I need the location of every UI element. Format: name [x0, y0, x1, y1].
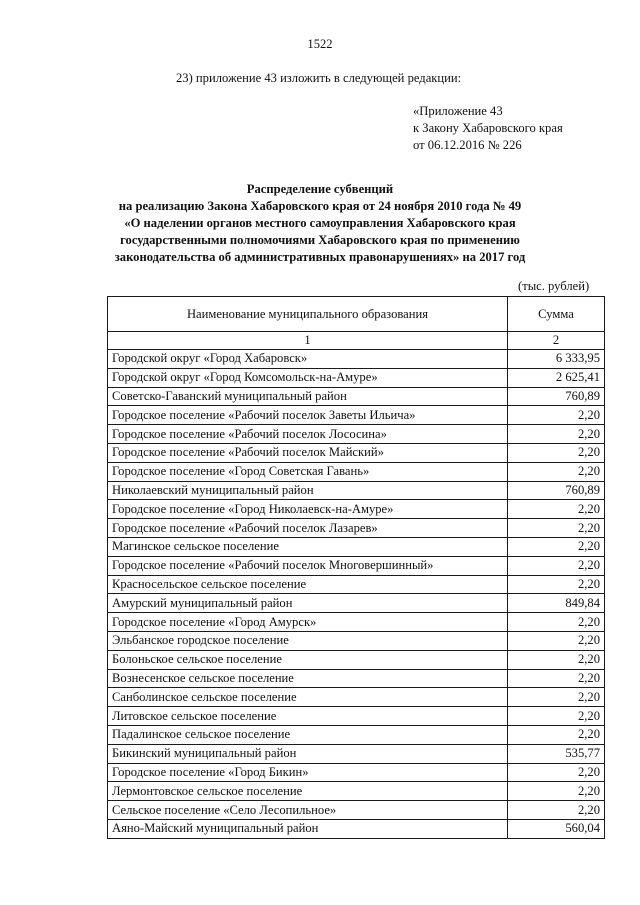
header-sum: Сумма: [508, 297, 605, 332]
intro-text: 23) приложение 43 изложить в следующей редакции:: [176, 71, 462, 85]
header-name: Наименование муниципального образования: [108, 297, 508, 332]
municipality-name: Городское поселение «Город Николаевск-на-Амуре»: [108, 500, 508, 519]
subvention-sum: 2,20: [508, 519, 605, 538]
table-row: [108, 763, 605, 782]
table-row: [108, 744, 605, 763]
table-row: [108, 425, 605, 444]
page-number: 1522: [307, 37, 333, 51]
municipality-name: Литовское сельское поселение: [108, 707, 508, 726]
table-row: [108, 707, 605, 726]
table-row: [108, 801, 605, 820]
subvention-sum: 2 625,41: [508, 368, 605, 387]
municipality-name: Городское поселение «Город Амурск»: [108, 613, 508, 632]
table-row: [108, 443, 605, 462]
municipality-name: Городское поселение «Рабочий поселок Лососина»: [108, 425, 508, 444]
table-row: [108, 725, 605, 744]
title-line-2: на реализацию Закона Хабаровского края от 24 ноября 2010 года № 49: [118, 199, 522, 213]
table-row: [108, 462, 605, 481]
table-row: [108, 481, 605, 500]
distribution-table: [107, 296, 605, 839]
appendix-line-3: от 06.12.2016 № 226: [413, 138, 522, 152]
subvention-sum: 2,20: [508, 669, 605, 688]
municipality-name: Амурский муниципальный район: [108, 594, 508, 613]
table-row: [108, 650, 605, 669]
appendix-line-1: «Приложение 43: [413, 104, 503, 118]
municipality-name: Николаевский муниципальный район: [108, 481, 508, 500]
table-row: [108, 500, 605, 519]
municipality-name: Городское поселение «Город Бикин»: [108, 763, 508, 782]
table-row: [108, 556, 605, 575]
municipality-name: Эльбанское городское поселение: [108, 631, 508, 650]
municipality-name: Городской округ «Город Хабаровск»: [108, 350, 508, 369]
table-row: [108, 519, 605, 538]
municipality-name: Советско-Гаванский муниципальный район: [108, 387, 508, 406]
title-line-4: государственными полномочиями Хабаровского края по применению: [120, 233, 520, 247]
municipality-name: Городское поселение «Город Советская Гавань»: [108, 462, 508, 481]
table-row: [108, 688, 605, 707]
subvention-sum: 2,20: [508, 688, 605, 707]
subvention-sum: 2,20: [508, 500, 605, 519]
municipality-name: Городское поселение «Рабочий поселок Майский»: [108, 443, 508, 462]
table-row: [108, 613, 605, 632]
municipality-name: Городское поселение «Рабочий поселок Многовершинный»: [108, 556, 508, 575]
municipality-name: Болоньское сельское поселение: [108, 650, 508, 669]
subvention-sum: 2,20: [508, 631, 605, 650]
table-row: [108, 350, 605, 369]
table-row: [108, 631, 605, 650]
table-row: [108, 782, 605, 801]
subvention-sum: 2,20: [508, 782, 605, 801]
municipality-name: Вознесенское сельское поселение: [108, 669, 508, 688]
subvention-sum: 2,20: [508, 725, 605, 744]
table-row: [108, 819, 605, 838]
subvention-sum: 2,20: [508, 443, 605, 462]
subvention-sum: 760,89: [508, 387, 605, 406]
municipality-name: Городское поселение «Рабочий поселок Заветы Ильича»: [108, 406, 508, 425]
subvention-sum: 2,20: [508, 425, 605, 444]
subvention-sum: 2,20: [508, 707, 605, 726]
municipality-name: Лермонтовское сельское поселение: [108, 782, 508, 801]
column-number-row: [108, 332, 605, 350]
subvention-sum: 2,20: [508, 575, 605, 594]
subvention-sum: 2,20: [508, 537, 605, 556]
subvention-sum: 6 333,95: [508, 350, 605, 369]
column-number-1: 1: [108, 332, 508, 350]
document-title: [0, 181, 640, 266]
subvention-sum: 2,20: [508, 556, 605, 575]
municipality-name: Аяно-Майский муниципальный район: [108, 819, 508, 838]
subvention-sum: 2,20: [508, 763, 605, 782]
municipality-name: Красносельское сельское поселение: [108, 575, 508, 594]
appendix-reference: [413, 103, 563, 154]
municipality-name: Бикинский муниципальный район: [108, 744, 508, 763]
municipality-name: Городской округ «Город Комсомольск-на-Амуре»: [108, 368, 508, 387]
title-line-5: законодательства об административных правонарушениях» на 2017 год: [114, 250, 526, 264]
table-row: [108, 537, 605, 556]
subvention-sum: 2,20: [508, 406, 605, 425]
subvention-sum: 2,20: [508, 650, 605, 669]
table-row: [108, 387, 605, 406]
table-row: [108, 669, 605, 688]
subvention-sum: 560,04: [508, 819, 605, 838]
municipality-name: Магинское сельское поселение: [108, 537, 508, 556]
title-line-1: Распределение субвенций: [246, 182, 394, 196]
subvention-sum: 2,20: [508, 462, 605, 481]
municipality-name: Сельское поселение «Село Лесопильное»: [108, 801, 508, 820]
subvention-sum: 760,89: [508, 481, 605, 500]
municipality-name: Городское поселение «Рабочий поселок Лазарев»: [108, 519, 508, 538]
municipality-name: Падалинское сельское поселение: [108, 725, 508, 744]
subvention-sum: 2,20: [508, 801, 605, 820]
appendix-line-2: к Закону Хабаровского края: [413, 121, 563, 135]
table-header-row: [108, 297, 605, 332]
table-row: [108, 594, 605, 613]
column-number-2: 2: [508, 332, 605, 350]
subvention-sum: 2,20: [508, 613, 605, 632]
table-row: [108, 368, 605, 387]
table-row: [108, 406, 605, 425]
title-line-3: «О наделении органов местного самоуправления Хабаровского края: [124, 216, 516, 230]
municipality-name: Санболинское сельское поселение: [108, 688, 508, 707]
units-note: (тыс. рублей): [518, 279, 590, 293]
subvention-sum: 849,84: [508, 594, 605, 613]
table-row: [108, 575, 605, 594]
subvention-sum: 535,77: [508, 744, 605, 763]
